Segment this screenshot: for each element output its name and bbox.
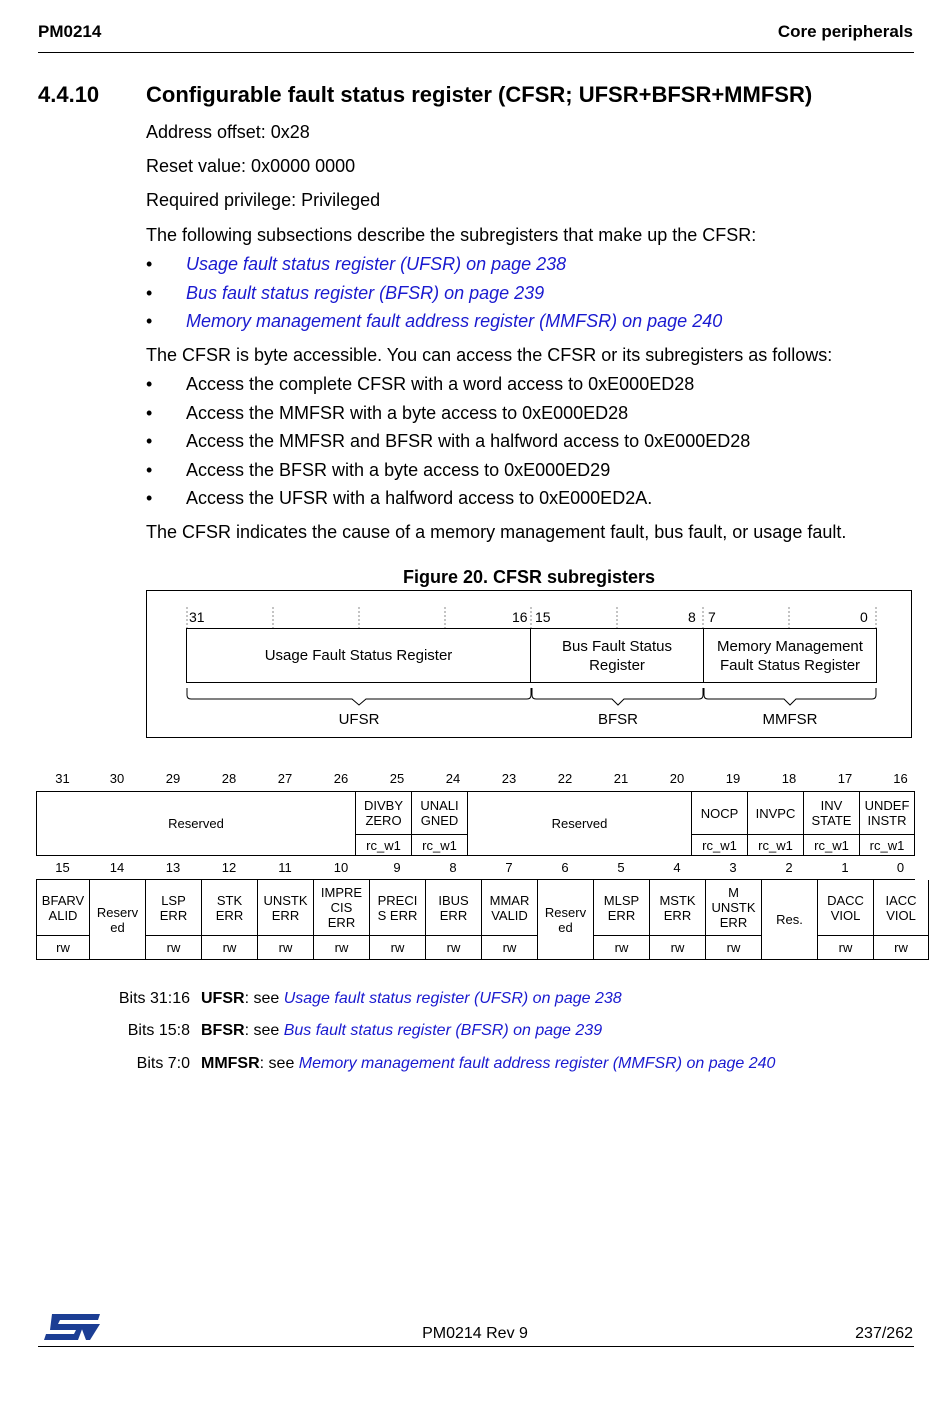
link-ufsr[interactable]: Usage fault status register (UFSR) on page 238 <box>186 254 567 274</box>
fig-bit-7: 7 <box>708 609 716 625</box>
bullet: • <box>146 254 153 274</box>
bit-number: 23 <box>501 771 517 786</box>
bullet: • <box>146 403 153 423</box>
link-mmfsr[interactable]: Memory management fault address register (MMFSR) on page 240 <box>186 311 723 331</box>
address-offset: Address offset: 0x28 <box>146 122 310 142</box>
access-bit-3: rw <box>706 936 762 960</box>
bit-number: 15 <box>55 860 70 875</box>
field-invstate: INV STATE <box>804 792 860 835</box>
section-number: 4.4.10 <box>38 82 100 107</box>
bit-number: 7 <box>505 860 513 875</box>
field-bit-8: IBUS ERR <box>426 880 482 936</box>
field-bit-14: Reserv ed <box>90 880 146 960</box>
bit-number: 26 <box>333 771 349 786</box>
bit-number: 12 <box>221 860 237 875</box>
bit-number: 17 <box>837 771 853 786</box>
bit-number: 22 <box>557 771 573 786</box>
mmfsr-box-label: Fault Status Register <box>719 656 861 674</box>
bfsr-box-label: Register <box>589 656 645 674</box>
desc-ufsr: UFSR: see Usage fault status register (UFSR) on page 238 <box>201 990 622 1007</box>
bullet: • <box>146 488 153 508</box>
required-privilege: Required privilege: Privileged <box>146 190 381 210</box>
bit-number: 10 <box>333 860 349 875</box>
upper-register-table <box>36 791 915 856</box>
bit-number: 25 <box>389 771 405 786</box>
bit-number: 9 <box>393 860 401 875</box>
field-nocp: NOCP <box>692 792 748 835</box>
access-bit-8: rw <box>426 936 482 960</box>
bit-number: 8 <box>449 860 457 875</box>
field-bit-11: UNSTK ERR <box>258 880 314 936</box>
ufsr-box-label: Usage Fault Status Register <box>264 647 453 664</box>
field-bit-3: M UNSTK ERR <box>706 880 762 936</box>
bit-number: 20 <box>669 771 685 786</box>
bit-number: 24 <box>445 771 461 786</box>
field-bit-2: Res. <box>762 880 818 960</box>
access-bit-12: rw <box>202 936 258 960</box>
field-undefinstr: UNDEF INSTR <box>860 792 915 835</box>
bit-number: 14 <box>109 860 125 875</box>
access-bit-15: rw <box>37 936 90 960</box>
header-section: Core peripherals <box>777 22 913 41</box>
bit-number: 13 <box>165 860 181 875</box>
desc-mmfsr: MMFSR: see Memory management fault address register (MMFSR) on page 240 <box>201 1055 776 1072</box>
field-bit-9: PRECI S ERR <box>370 880 426 936</box>
header-doc-id: PM0214 <box>38 22 102 41</box>
bfsr-box <box>531 629 704 682</box>
bit-number: 19 <box>725 771 741 786</box>
link-mmfsr-desc[interactable]: Memory management fault address register (MMFSR) on page 240 <box>298 1055 776 1072</box>
bits-31-16: Bits 31:16 <box>118 990 190 1007</box>
reset-value: Reset value: 0x0000 0000 <box>146 156 356 176</box>
bullet: • <box>146 460 153 480</box>
bit-number: 27 <box>277 771 293 786</box>
field-bit-6: Reserv ed <box>538 880 594 960</box>
ufsr-box <box>187 629 531 682</box>
access-divbyzero: rc_w1 <box>356 835 412 856</box>
figure-frame <box>146 590 912 738</box>
header-rule <box>38 52 914 53</box>
field-bit-0: IACC VIOL <box>874 880 929 936</box>
field-reserved-upper-left: Reserved <box>37 792 356 856</box>
bit-number: 5 <box>617 860 625 875</box>
fig-bit-0: 0 <box>860 609 868 625</box>
access-unaligned: rc_w1 <box>412 835 468 856</box>
closing-paragraph: The CFSR indicates the cause of a memory management fault, bus fault, or usage fault. <box>146 522 847 542</box>
intro-subregisters: The following subsections describe the subregisters that make up the CFSR: <box>146 225 757 245</box>
bit-number: 1 <box>841 860 849 875</box>
field-bit-10: IMPRE CIS ERR <box>314 880 370 936</box>
bfsr-label: BFSR <box>597 711 638 728</box>
access-item: Access the complete CFSR with a word access to 0xE000ED28 <box>186 374 695 394</box>
footer-rule <box>38 1346 914 1347</box>
fig-bit-31: 31 <box>189 609 205 625</box>
fig-bit-15: 15 <box>535 609 551 625</box>
access-invstate: rc_w1 <box>804 835 860 856</box>
field-invpc: INVPC <box>748 792 804 835</box>
field-bit-12: STK ERR <box>202 880 258 936</box>
bit-number: 30 <box>109 771 125 786</box>
access-item: Access the MMFSR and BFSR with a halfword access to 0xE000ED28 <box>186 431 751 451</box>
access-bit-1: rw <box>818 936 874 960</box>
bullet: • <box>146 311 153 331</box>
field-divbyzero: DIVBY ZERO <box>356 792 412 835</box>
bullet: • <box>146 374 153 394</box>
access-invpc: rc_w1 <box>748 835 804 856</box>
fig-bit-16: 16 <box>512 609 528 625</box>
bit-number: 4 <box>673 860 681 875</box>
bit-number: 29 <box>165 771 181 786</box>
bit-number: 6 <box>561 860 569 875</box>
bits-15-8: Bits 15:8 <box>127 1022 190 1039</box>
link-bfsr[interactable]: Bus fault status register (BFSR) on page 239 <box>186 283 545 303</box>
bit-number: 18 <box>781 771 797 786</box>
ufsr-label: UFSR <box>338 711 380 728</box>
lower-register-table <box>36 879 915 960</box>
access-bit-13: rw <box>146 936 202 960</box>
field-bit-5: MLSP ERR <box>594 880 650 936</box>
mmfsr-box-label: Memory Management <box>717 637 863 655</box>
bit-number: 0 <box>896 860 905 875</box>
access-item: Access the BFSR with a byte access to 0xE000ED29 <box>186 460 611 480</box>
bullet: • <box>146 431 153 451</box>
access-item: Access the MMFSR with a byte access to 0xE000ED28 <box>186 403 629 423</box>
field-bit-7: MMAR VALID <box>482 880 538 936</box>
link-ufsr-desc[interactable]: Usage fault status register (UFSR) on page 238 <box>283 990 622 1007</box>
section-title: Configurable fault status register (CFSR; UFSR+BFSR+MMFSR) <box>146 82 813 107</box>
access-bit-7: rw <box>482 936 538 960</box>
desc-bfsr: BFSR: see Bus fault status register (BFSR) on page 239 <box>201 1022 603 1039</box>
bit-number: 16 <box>893 771 908 786</box>
bits-7-0: Bits 7:0 <box>136 1055 190 1072</box>
bit-number: 21 <box>613 771 629 786</box>
access-bit-10: rw <box>314 936 370 960</box>
bit-number: 11 <box>278 860 292 875</box>
link-bfsr-desc[interactable]: Bus fault status register (BFSR) on page 239 <box>283 1022 603 1039</box>
field-bit-4: MSTK ERR <box>650 880 706 936</box>
bfsr-box-label: Bus Fault Status <box>561 637 673 655</box>
register-box <box>186 628 877 683</box>
fig-bit-8: 8 <box>688 609 696 625</box>
footer-page: 237/262 <box>855 1325 913 1342</box>
access-bit-11: rw <box>258 936 314 960</box>
intro-access: The CFSR is byte accessible. You can access the CFSR or its subregisters as follows: <box>146 345 833 365</box>
bit-number: 31 <box>55 771 70 786</box>
mmfsr-box <box>704 629 876 682</box>
access-bit-5: rw <box>594 936 650 960</box>
field-reserved-upper-mid: Reserved <box>468 792 692 856</box>
field-unaligned: UNALI GNED <box>412 792 468 835</box>
access-bit-0: rw <box>874 936 929 960</box>
access-undefinstr: rc_w1 <box>860 835 915 856</box>
field-bit-1: DACC VIOL <box>818 880 874 936</box>
bit-number: 3 <box>729 860 737 875</box>
bullet: • <box>146 283 153 303</box>
bit-number: 2 <box>785 860 793 875</box>
field-bit-15: BFARV ALID <box>37 880 90 936</box>
access-bit-9: rw <box>370 936 426 960</box>
figure-title: Figure 20. CFSR subregisters <box>402 567 656 587</box>
access-nocp: rc_w1 <box>692 835 748 856</box>
access-bit-4: rw <box>650 936 706 960</box>
access-item: Access the UFSR with a halfword access to 0xE000ED2A. <box>186 488 653 508</box>
field-bit-13: LSP ERR <box>146 880 202 936</box>
footer-doc-rev: PM0214 Rev 9 <box>422 1325 528 1342</box>
mmfsr-label: MMFSR <box>762 711 818 728</box>
bit-number: 28 <box>221 771 237 786</box>
